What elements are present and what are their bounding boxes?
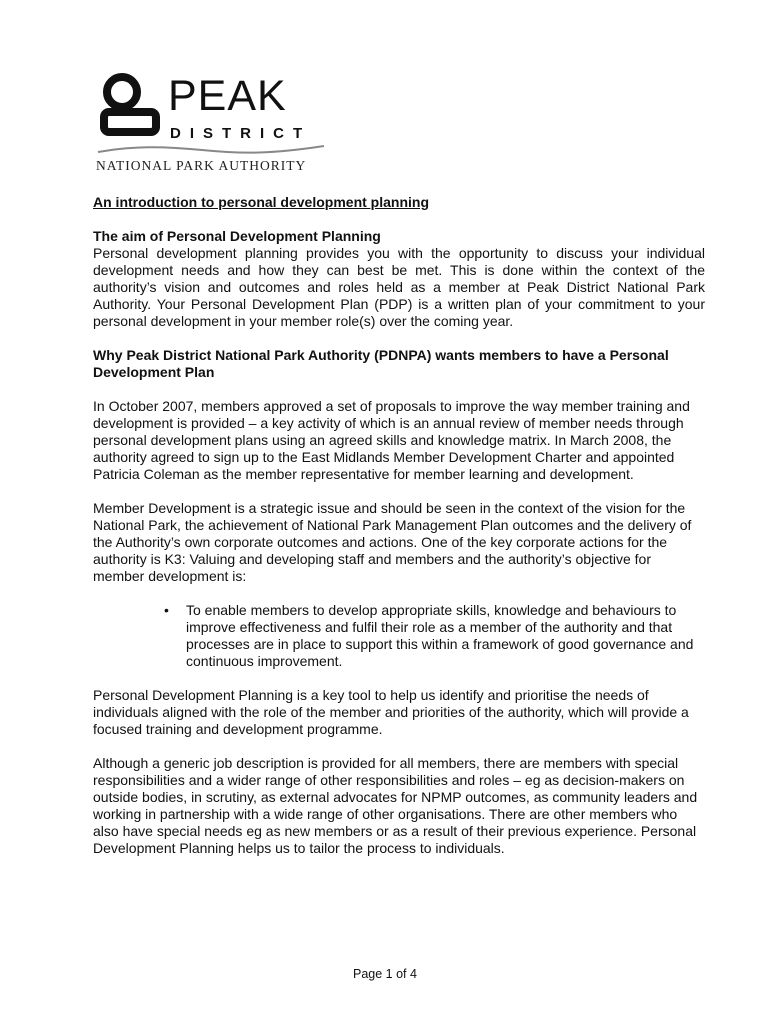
- member-development-paragraph: Member Development is a strategic issue and should be seen in the context of the vision for the National Park, the achievement of National Park Management Plan outcomes and the delivery of the Authority’s own corporate outcomes and actions. One of the key corporate actions for the authority is K3: Valuing and developing staff and members and the authority’s objective for member development is:: [93, 500, 692, 584]
- logo-subtitle: NATIONAL PARK AUTHORITY: [96, 158, 307, 173]
- document-title: An introduction to personal development planning: [93, 194, 429, 210]
- logo-body-shape: [104, 112, 156, 132]
- logo-word-district: DISTRICT: [170, 125, 312, 142]
- section-heading-why-line1: Why Peak District National Park Authority (PDNPA) wants members to have a Personal: [93, 347, 669, 363]
- october-2007-paragraph: In October 2007, members approved a set of proposals to improve the way member training and development is provided – a key activity of which is an annual review of member needs through personal development plans using an agreed skills and knowledge matrix. In March 2008, the authority agreed to sign up to the East Midlands Member Development Charter and appointed Patricia Coleman as the member representative for member learning and development.: [93, 398, 690, 482]
- objective-bullet-list: [93, 602, 705, 670]
- page-footer: Page 1 of 4: [353, 967, 417, 981]
- generic-job-description-paragraph: Although a generic job description is provided for all members, there are members with special responsibilities and a wider range of other responsibilities and roles – eg as decision-makers on outside bodies, in scrutiny, as external advocates for NPMP outcomes, as community leaders and working in partnership with a wide range of other organisations. There are other members who also have special needs eg as new members or as a result of their previous experience. Personal Development Planning helps us to tailor the process to individuals.: [93, 755, 698, 856]
- aim-paragraph: Personal development planning provides you with the opportunity to discuss your individual development needs and how they can best be met. This is done within the context of the authority’s vision and outcomes and roles held as a member at Peak District National Park Authority. Your Personal Development Plan (PDP) is a written plan of your commitment to your personal development in your member role(s) over the coming year.: [93, 245, 705, 329]
- section-heading-aim: The aim of Personal Development Planning: [93, 228, 381, 244]
- objective-bullet-text: To enable members to develop appropriate skills, knowledge and behaviours to improve effectiveness and fulfil their role as a member of the authority and that processes are in place to support this within a framework of good governance and continuous improvement.: [186, 602, 694, 669]
- logo-word-peak: PEAK: [168, 72, 287, 120]
- logo-hill-line: [98, 146, 324, 153]
- bullet-dot: •: [164, 602, 169, 618]
- section-heading-why: [93, 347, 705, 381]
- peak-district-logo: [92, 68, 332, 178]
- section-heading-why-line2: Development Plan: [93, 364, 215, 380]
- peak-district-logo-mark: [92, 68, 332, 158]
- pdp-key-tool-paragraph: Personal Development Planning is a key tool to help us identify and prioritise the needs of individuals aligned with the role of the member and priorities of the authority, which will provide a focused training and development programme.: [93, 687, 689, 737]
- objective-bullet-item: [164, 602, 705, 670]
- document-body: [93, 194, 705, 874]
- logo-head-shape: [107, 77, 137, 107]
